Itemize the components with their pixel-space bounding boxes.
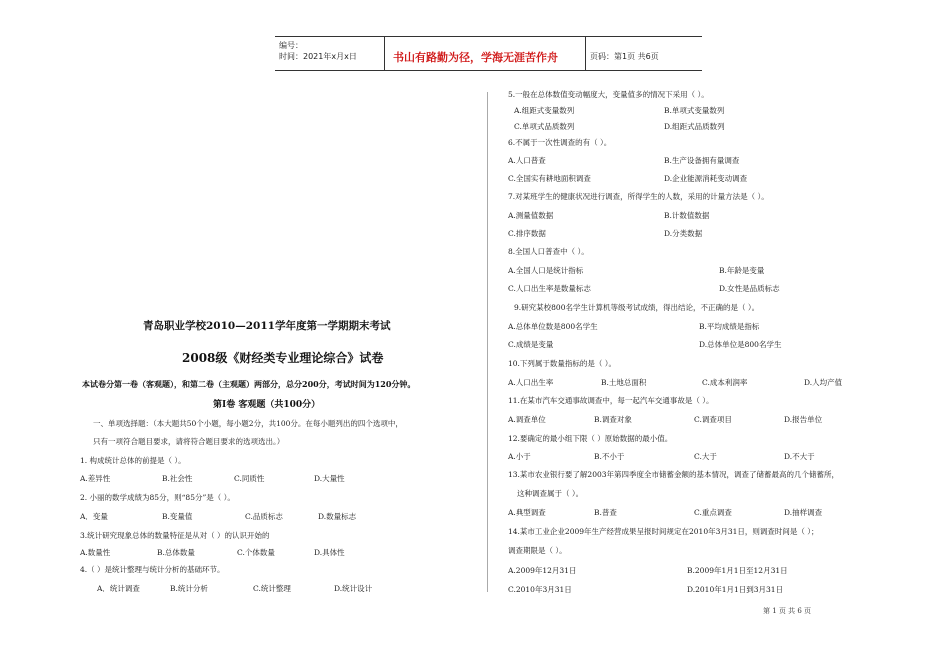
option-a: A.数量性: [80, 548, 111, 557]
header-divider-1: [384, 36, 385, 70]
question-stem: 2. 小丽的数学成绩为85分，则“85分”是（ ）。: [80, 493, 235, 502]
option-b: B.总体数量: [157, 548, 195, 557]
question-stem: 13.某市农业银行要了解2003年第四季度全市储蓄金额的基本情况，调查了储蓄最高的几个储蓄所，: [508, 470, 840, 479]
option-d: D.不大于: [784, 452, 815, 461]
option-b: B.平均成绩是指标: [699, 322, 760, 331]
option-b: B.2009年1月1日至12月31日: [687, 566, 788, 575]
exam-title-line2: 2008级《财经类专业理论综合》试卷: [182, 351, 384, 365]
question-stem: 9.研究某校800名学生计算机等级考试成绩，得出结论，不正确的是（ ）。: [514, 303, 760, 312]
option-c: C.2010年3月31日: [508, 585, 572, 594]
option-b: B.土地总面积: [601, 378, 647, 387]
option-c: C.同质性: [234, 474, 265, 483]
option-d: D.报告单位: [784, 415, 823, 424]
option-d: D.统计设计: [334, 584, 373, 593]
option-d: D.大量性: [314, 474, 345, 483]
question-stem: 3.统计研究现象总体的数量特征是从对（ ）的认识开始的: [80, 531, 270, 540]
time-label: 时间：2021年x月x日: [279, 52, 357, 61]
option-a: A.调查单位: [508, 415, 546, 424]
option-d: D.2010年1月1日到3月31日: [687, 585, 784, 594]
option-a: A.小于: [508, 452, 531, 461]
motto: 书山有路勤为径，学海无涯苦作舟: [393, 51, 558, 64]
option-a: A.组距式变量数列: [514, 106, 575, 115]
option-b: B.普查: [594, 508, 617, 517]
option-c: C.重点调查: [694, 508, 732, 517]
page-label: 页码：第1页 共6页: [590, 52, 659, 61]
question-stem: 14.某市工业企业2009年生产经营成果呈报时间规定在2010年3月31日，则调查时间是（ ）；: [508, 527, 819, 536]
option-b: B.调查对象: [594, 415, 632, 424]
question-stem: 10.下列属于数量指标的是（ ）。: [508, 359, 617, 368]
option-b: B.不小于: [594, 452, 625, 461]
option-d: D.具体性: [314, 548, 345, 557]
option-a: A.测量值数据: [508, 211, 554, 220]
option-c: C.单项式品质数列: [514, 122, 575, 131]
option-c: C.大于: [694, 452, 717, 461]
option-d: D.人均产值: [804, 378, 843, 387]
option-a: A.2009年12月31日: [508, 566, 577, 575]
option-a: A.差异性: [80, 474, 111, 483]
question-stem: 6.不属于一次性调查的有（ ）。: [508, 138, 612, 147]
header-divider-2: [585, 36, 586, 70]
exam-instructions: 本试卷分第一卷（客观题），和第二卷（主观题）两部分，总分200分，考试时间为120分钟。: [82, 379, 416, 389]
option-c: C.成本利润率: [702, 378, 748, 387]
option-b: B.生产设备拥有量调查: [664, 156, 740, 165]
option-c: C.全国实有耕地面积调查: [508, 174, 591, 183]
question-stem: 12.要确定的最小组下限（ ）原始数据的最小值。: [508, 434, 673, 443]
exam-title-line1: 青岛职业学校2010—2011学年度第一学期期末考试: [143, 320, 391, 332]
option-b: B.社会性: [162, 474, 193, 483]
option-c: C.统计整理: [253, 584, 291, 593]
question-stem-cont: 调查期限是（ ）。: [508, 546, 567, 555]
option-b: B.计数值数据: [664, 211, 710, 220]
question-stem: 7.对某班学生的健康状况进行调查，所得学生的人数，采用的计量方法是（ ）。: [508, 192, 769, 201]
option-d: D.抽样调查: [784, 508, 823, 517]
question-stem: 11.在某市汽车交通事故调查中，每一起汽车交通事故是（ ）。: [508, 396, 714, 405]
option-c: C.排序数据: [508, 229, 546, 238]
option-a: A．统计调查: [97, 584, 140, 593]
part-intro-2: 只有一项符合题目要求，请将符合题目要求的选项选出。）: [93, 437, 285, 446]
option-a: A.全国人口是统计指标: [508, 266, 584, 275]
option-c: C.个体数量: [237, 548, 275, 557]
option-b: B.变量值: [162, 512, 193, 521]
question-stem: 4.（ ）是统计整理与统计分析的基础环节。: [80, 565, 225, 574]
option-a: A.人口出生率: [508, 378, 554, 387]
option-b: B.单项式变量数列: [664, 106, 725, 115]
option-b: B.统计分析: [170, 584, 208, 593]
option-a: A．变量: [80, 512, 108, 521]
option-d: D.组距式品质数列: [664, 122, 725, 131]
option-c: C.调查项目: [694, 415, 732, 424]
option-d: D.数量标志: [318, 512, 357, 521]
question-stem: 5.一般在总体数值变动幅度大，变量值多的情况下采用（ ）。: [508, 90, 709, 99]
option-c: C.成绩是变量: [508, 340, 554, 349]
option-d: D.企业能源消耗变动调查: [664, 174, 748, 183]
option-c: C.人口出生率是数量标志: [508, 284, 591, 293]
page-footer: 第 1 页 共 6 页: [763, 607, 812, 615]
option-a: A.人口普查: [508, 156, 546, 165]
option-b: B.年龄是变量: [719, 266, 765, 275]
option-d: D.女性是品质标志: [719, 284, 780, 293]
question-stem-cont: 这种调查属于（ ）。: [517, 489, 584, 498]
section-title: 第Ⅰ卷 客观题（共100分）: [213, 400, 321, 410]
option-a: A.总体单位数是800名学生: [508, 322, 598, 331]
option-d: D.总体单位是800名学生: [699, 340, 782, 349]
question-stem: 1. 构成统计总体的前提是（ ）。: [80, 456, 186, 465]
part-intro-1: 一、单项选择题：（本大题共50个小题，每小题2分，共100分。在每小题列出的四个选项中，: [93, 419, 403, 428]
header-top-rule: [275, 36, 702, 37]
option-a: A.典型调查: [508, 508, 546, 517]
header-bottom-rule: [275, 70, 702, 71]
option-d: D.分类数据: [664, 229, 703, 238]
column-divider: [487, 92, 488, 592]
option-c: C.品质标志: [245, 512, 283, 521]
serial-label: 编号：: [279, 41, 303, 50]
question-stem: 8.全国人口普查中（ ）。: [508, 247, 589, 256]
